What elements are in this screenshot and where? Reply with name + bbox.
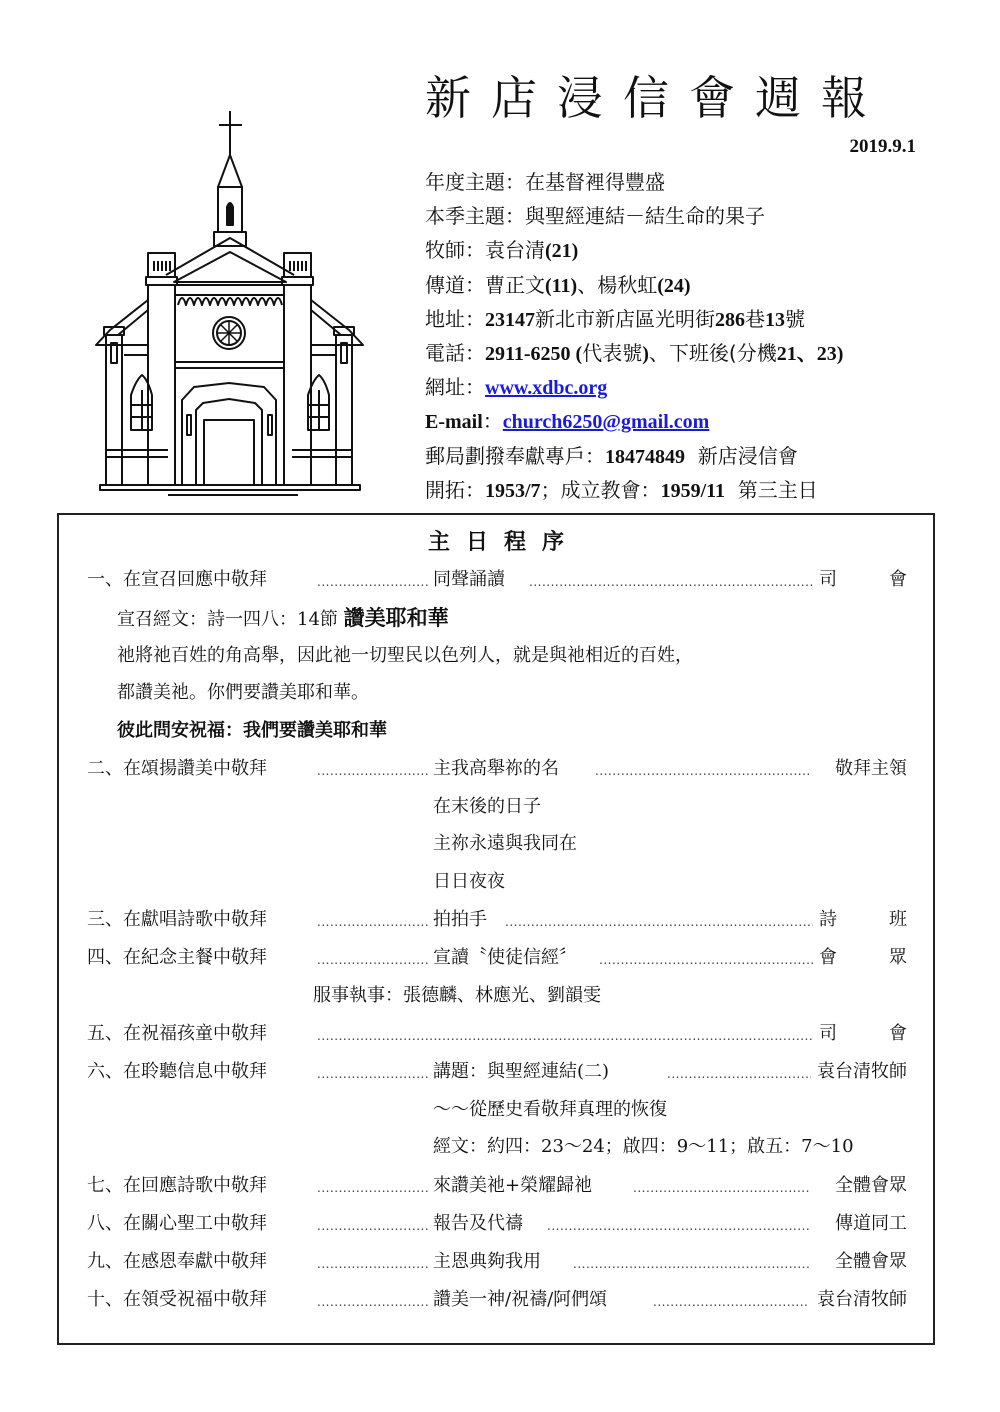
program-item xyxy=(59,1059,933,1085)
dot-leader xyxy=(653,1289,809,1315)
item-person xyxy=(819,945,907,971)
preacher2-name: 楊秋虹 xyxy=(597,272,658,297)
program-item xyxy=(59,1287,933,1313)
item-person: 傳道同工 xyxy=(835,1213,907,1234)
program-item xyxy=(59,1173,933,1199)
item-content: 主恩典夠我用 xyxy=(433,1251,541,1272)
address-suffix: 號 xyxy=(785,306,805,331)
item-title: 五、在祝福孩童中敬拜 xyxy=(87,1023,267,1044)
season-theme-label: 本季主題： xyxy=(425,204,525,229)
program-item xyxy=(59,567,933,593)
bulletin-title: 新店浸信會週報 xyxy=(425,71,887,125)
call-scripture xyxy=(117,605,449,633)
email-link[interactable]: church6250@gmail.com xyxy=(502,411,710,434)
item-content: 來讚美祂+榮耀歸祂 xyxy=(433,1175,593,1196)
dot-leader xyxy=(317,758,429,784)
phone xyxy=(425,336,945,370)
item-title: 一、在宣召回應中敬拜 xyxy=(87,569,267,590)
item-title: 六、在聆聽信息中敬拜 xyxy=(87,1061,267,1082)
season-theme xyxy=(425,199,945,233)
person-char: 會 xyxy=(889,1023,907,1044)
item-title: 四、在紀念主餐中敬拜 xyxy=(87,947,267,968)
item-person: 袁台清牧師 xyxy=(817,1289,907,1310)
address-num2: 13 xyxy=(765,308,785,331)
postal-account xyxy=(425,439,945,473)
person-char: 會 xyxy=(889,569,907,590)
item-content: 拍拍手 xyxy=(433,909,487,930)
phone-after-hours: 、下班後(分機 xyxy=(648,340,777,365)
call-scripture-line: 都讚美祂。你們要讚美耶和華。 xyxy=(117,682,369,703)
phone-close: ) xyxy=(642,342,649,365)
address-zip: 23147 xyxy=(485,308,535,331)
sunday-of-month: 第三主日 xyxy=(737,477,818,502)
item-person: 敬拜主領 xyxy=(835,758,907,779)
preachers xyxy=(425,268,945,302)
email-colon: ： xyxy=(482,409,503,434)
item-person: 全體會眾 xyxy=(835,1251,907,1272)
postal-account-name: 新店浸信會 xyxy=(697,443,798,468)
item-title: 八、在關心聖工中敬拜 xyxy=(87,1213,267,1234)
item-content: 講題：與聖經連結(二) xyxy=(433,1061,610,1082)
phone-ext: 21、23) xyxy=(776,342,844,365)
dot-leader xyxy=(317,1213,429,1239)
dot-leader xyxy=(599,947,813,973)
communion-servers: 服事執事：張德麟、林應光、劉韻雯 xyxy=(313,985,601,1006)
preachers-label: 傳道： xyxy=(425,272,485,297)
call-scripture-line: 祂將祂百姓的角高舉，因此祂一切聖民以色列人，就是與祂相近的百姓， xyxy=(117,645,693,666)
address-lane: 巷 xyxy=(745,306,765,331)
person-char: 會 xyxy=(819,947,837,968)
annual-theme-value: 在基督裡得豐盛 xyxy=(525,170,665,194)
pastor xyxy=(425,233,945,267)
website xyxy=(425,370,945,404)
established-date: 1959/11 xyxy=(660,479,726,502)
phone-rep: 代表號 xyxy=(582,340,643,365)
dot-leader xyxy=(573,1251,809,1277)
dot-leader xyxy=(547,1213,809,1239)
item-title: 七、在回應詩歌中敬拜 xyxy=(87,1175,267,1196)
item-title: 二、在頌揚讚美中敬拜 xyxy=(87,758,267,779)
person-char: 班 xyxy=(889,909,907,930)
greeting: 彼此問安祝福：我們要讚美耶和華 xyxy=(117,720,387,741)
email xyxy=(425,404,945,438)
dot-leader xyxy=(667,1061,811,1087)
preacher1-ext: (11) xyxy=(545,274,578,297)
pastor-ext: (21) xyxy=(545,240,579,263)
address-label: 地址： xyxy=(425,306,485,331)
season-theme-value: 與聖經連結－結生命的果子 xyxy=(525,204,765,229)
dot-leader xyxy=(505,909,813,935)
address-street: 新北市新店區光明街 xyxy=(535,306,715,331)
dot-leader xyxy=(529,569,813,595)
item-content: 同聲誦讀 xyxy=(433,569,505,590)
program-item xyxy=(59,945,933,971)
item-person xyxy=(819,1021,907,1047)
bulletin-date: 2019.9.1 xyxy=(849,136,916,157)
founded-date: 1953/7 xyxy=(485,479,541,502)
person-char: 司 xyxy=(819,569,837,590)
item-person: 袁台清牧師 xyxy=(817,1061,907,1082)
program-item xyxy=(59,1211,933,1237)
item-title: 十、在領受祝福中敬拜 xyxy=(87,1289,267,1310)
phone-number: 2911-6250 ( xyxy=(485,342,583,365)
program-item xyxy=(59,1249,933,1275)
address-num1: 286 xyxy=(715,308,745,331)
pastor-name: 袁台清 xyxy=(485,238,545,263)
email-label: E-mail xyxy=(425,411,483,434)
program-item xyxy=(59,756,933,782)
postal-account-number: 18474849 xyxy=(605,445,685,468)
church-illustration xyxy=(88,105,388,500)
established-label: ；成立教會： xyxy=(540,477,661,502)
program-heading: 主日程序 xyxy=(427,529,580,555)
church-info xyxy=(425,165,945,507)
program-item xyxy=(59,907,933,933)
dot-leader xyxy=(317,1175,429,1201)
sermon-subtitle: ～～從歷史看敬拜真理的恢復 xyxy=(433,1099,667,1120)
item-title: 三、在獻唱詩歌中敬拜 xyxy=(87,909,267,930)
program-box xyxy=(57,513,935,1345)
phone-label: 電話： xyxy=(425,340,485,365)
person-char: 眾 xyxy=(889,947,907,968)
dot-leader xyxy=(317,947,429,973)
dot-leader xyxy=(317,909,429,935)
song: 主祢永遠與我同在 xyxy=(433,833,577,854)
item-content: 宣讀〝使徒信經〞 xyxy=(433,947,577,968)
preacher1-name: 曹正文 xyxy=(485,272,545,297)
founded-label: 開拓： xyxy=(425,477,485,502)
person-char: 詩 xyxy=(819,909,837,930)
founded xyxy=(425,473,945,507)
dot-leader xyxy=(317,1023,813,1049)
sermon-scripture: 經文：約四：23～24；啟四：9～11；啟五：7～10 xyxy=(433,1136,854,1157)
item-person xyxy=(819,567,907,593)
song: 日日夜夜 xyxy=(433,871,505,892)
annual-theme-label: 年度主題： xyxy=(425,170,525,194)
website-link[interactable]: www.xdbc.org xyxy=(485,377,608,400)
item-person xyxy=(819,907,907,933)
dot-leader xyxy=(317,1289,429,1315)
dot-leader xyxy=(317,1251,429,1277)
item-person: 全體會眾 xyxy=(835,1175,907,1196)
address xyxy=(425,302,945,336)
person-char: 司 xyxy=(819,1023,837,1044)
pastor-label: 牧師： xyxy=(425,238,485,263)
call-scripture-title: 讚美耶和華 xyxy=(343,605,449,630)
call-scripture-ref: 宣召經文：詩一四八：14節 xyxy=(117,609,338,630)
dot-leader xyxy=(317,569,429,595)
song: 在末後的日子 xyxy=(433,796,541,817)
preacher-separator: 、 xyxy=(577,272,598,297)
annual-theme xyxy=(425,165,945,199)
item-title: 九、在感恩奉獻中敬拜 xyxy=(87,1251,267,1272)
preacher2-ext: (24) xyxy=(657,274,691,297)
item-content: 讚美一神/祝禱/阿們頌 xyxy=(433,1289,608,1310)
postal-label: 郵局劃撥奉獻專戶： xyxy=(425,443,605,468)
website-label: 網址： xyxy=(425,375,485,400)
dot-leader xyxy=(595,758,811,784)
item-content: 報告及代禱 xyxy=(433,1213,523,1234)
item-content: 主我高舉祢的名 xyxy=(433,758,559,779)
dot-leader xyxy=(317,1061,429,1087)
dot-leader xyxy=(633,1175,809,1201)
program-item xyxy=(59,1021,933,1047)
